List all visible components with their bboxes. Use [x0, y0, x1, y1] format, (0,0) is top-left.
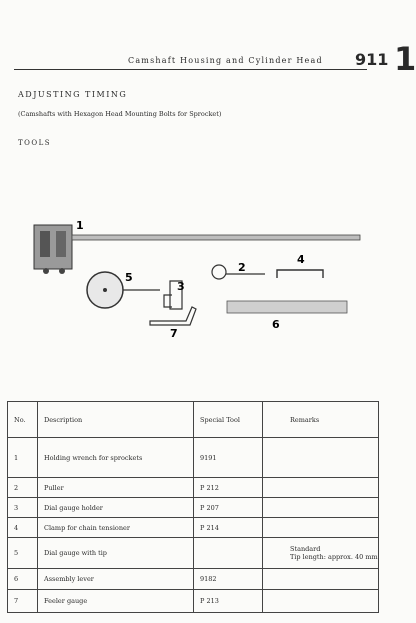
- cell-no: 3: [8, 498, 38, 518]
- cell-remarks: [263, 478, 379, 498]
- cell-no: 7: [8, 590, 38, 613]
- figure-label-4: 4: [297, 253, 305, 266]
- cell-tool: 9182: [194, 569, 263, 590]
- cell-description: Holding wrench for sprockets: [38, 438, 194, 478]
- table-row: [8, 478, 379, 498]
- cell-remarks: [263, 538, 379, 569]
- section-subheading: (Camshafts with Hexagon Head Mounting Bolts for Sprocket): [18, 110, 222, 118]
- col-header-remarks: Remarks: [263, 402, 379, 438]
- tools-table: [7, 401, 379, 613]
- remarks-line-1: Standard: [290, 545, 321, 553]
- cell-description: Puller: [38, 478, 194, 498]
- table-row: [8, 569, 379, 590]
- tools-label: TOOLS: [18, 139, 52, 147]
- feeler-gauge-drawing: [150, 307, 196, 325]
- table-row: [8, 498, 379, 518]
- cell-description: Clamp for chain tensioner: [38, 518, 194, 538]
- cell-description: Dial gauge with tip: [38, 538, 194, 569]
- cell-description: Assembly lever: [38, 569, 194, 590]
- cell-no: 5: [8, 538, 38, 569]
- col-header-description: Description: [38, 402, 194, 438]
- section-number: 1: [394, 40, 416, 78]
- dial-gauge-drawing: [87, 272, 160, 308]
- section-heading: ADJUSTING TIMING: [18, 90, 128, 99]
- col-header-no: No.: [8, 402, 38, 438]
- cell-description: Dial gauge holder: [38, 498, 194, 518]
- cell-tool: P 207: [194, 498, 263, 518]
- assembly-lever-drawing: [227, 301, 347, 313]
- cell-no: 2: [8, 478, 38, 498]
- cell-no: 4: [8, 518, 38, 538]
- cell-tool: 9191: [194, 438, 263, 478]
- figure-label-1: 1: [76, 219, 84, 232]
- cell-tool: P 214: [194, 518, 263, 538]
- page-header: [14, 54, 367, 70]
- figure-label-7: 7: [170, 327, 178, 340]
- header-title: Camshaft Housing and Cylinder Head: [128, 56, 323, 65]
- cell-remarks: [263, 438, 379, 478]
- col-header-special-tool: Special Tool: [194, 402, 263, 438]
- cell-remarks: [263, 569, 379, 590]
- remarks-line-2: Tip length: approx. 40 mm: [290, 553, 378, 561]
- clamp-drawing: [277, 270, 323, 278]
- cell-tool: P 213: [194, 590, 263, 613]
- table-row: [8, 518, 379, 538]
- cell-remarks: [263, 498, 379, 518]
- cell-remarks: [263, 518, 379, 538]
- model-number: 911: [355, 50, 389, 69]
- cell-no: 1: [8, 438, 38, 478]
- cell-no: 6: [8, 569, 38, 590]
- cell-remarks: [263, 590, 379, 613]
- table-row: [8, 538, 379, 569]
- figure-label-3: 3: [177, 280, 185, 293]
- tools-illustration: [0, 215, 380, 355]
- cell-tool: [194, 538, 263, 569]
- table-header-row: [8, 402, 379, 438]
- table-row: [8, 590, 379, 613]
- figure-label-6: 6: [272, 318, 280, 331]
- holding-wrench-drawing: [34, 225, 360, 274]
- table-row: [8, 438, 379, 478]
- cell-tool: P 212: [194, 478, 263, 498]
- figure-label-2: 2: [238, 261, 246, 274]
- cell-description: Feeler gauge: [38, 590, 194, 613]
- figure-label-5: 5: [125, 271, 133, 284]
